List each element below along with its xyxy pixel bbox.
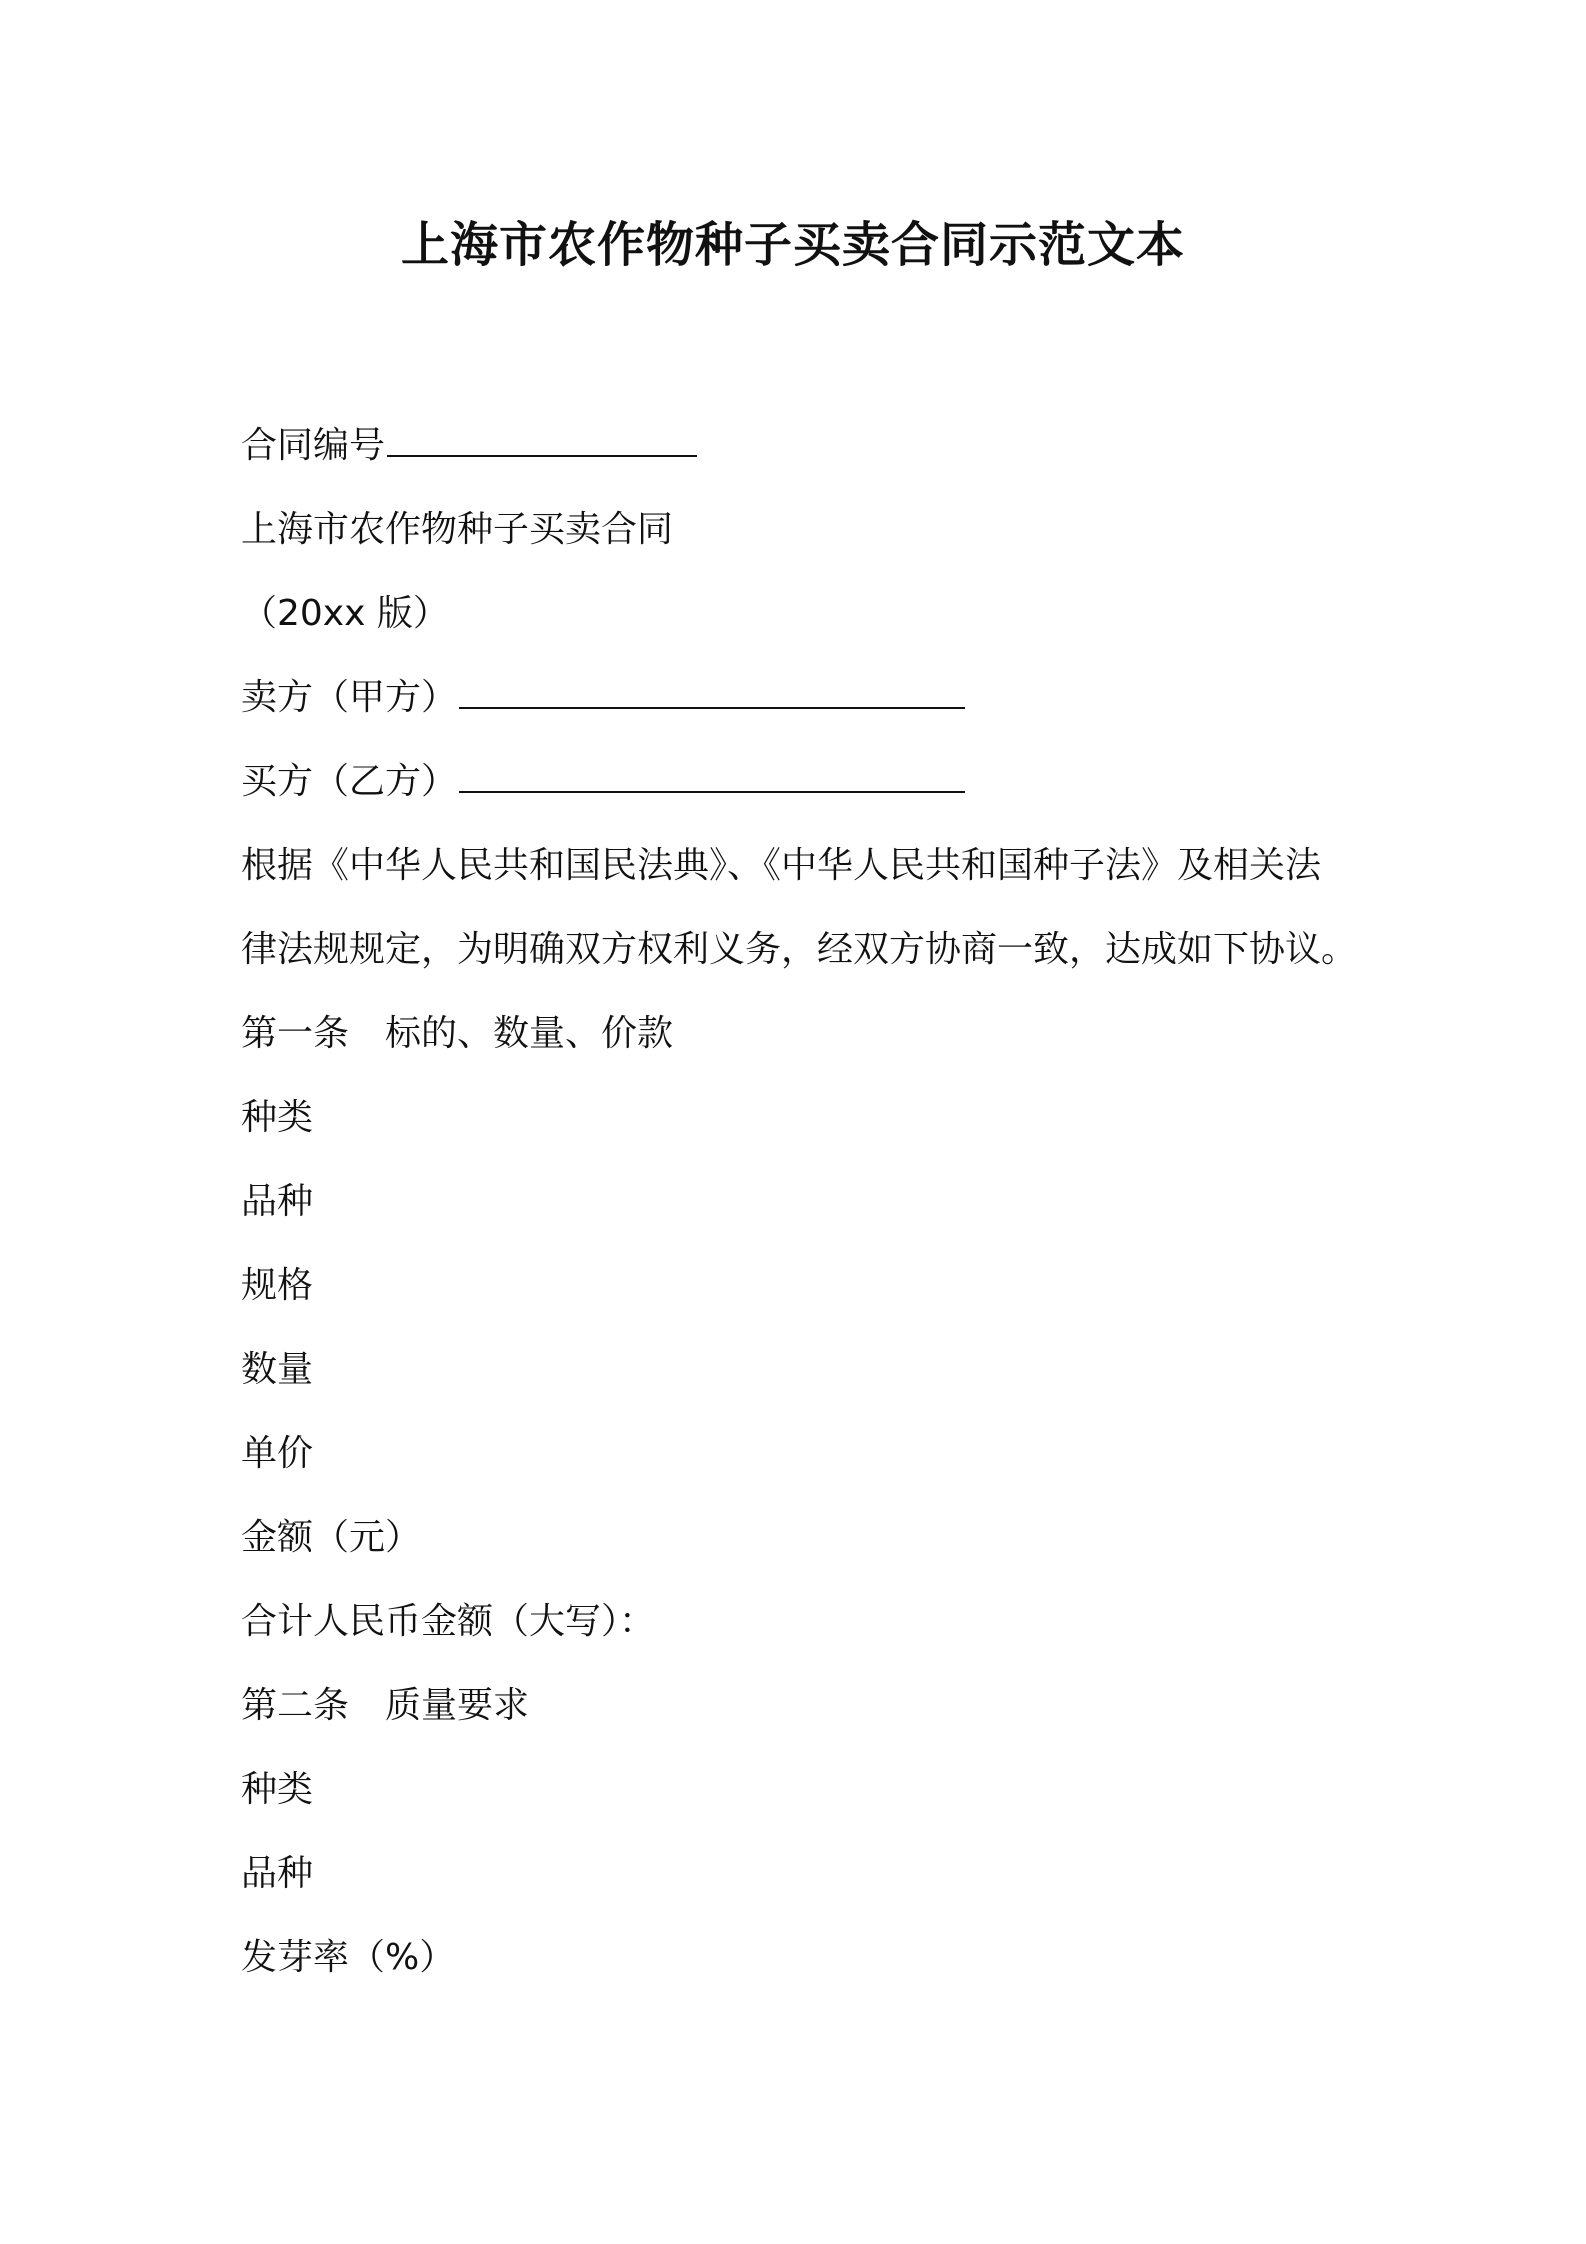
article-2-heading (241, 1664, 1361, 1748)
contract-edition: （20xx 版） (241, 593, 449, 634)
contract-number-blank (387, 419, 697, 457)
article-2-item: 发芽率（%） (241, 1937, 456, 1978)
article-1-item: 品种 (241, 1181, 314, 1222)
contract-name: 上海市农作物种子买卖合同 (241, 509, 674, 550)
article-1-title: 标的、数量、价款 (385, 1013, 674, 1054)
buyer-blank (459, 755, 965, 793)
intro-line-1: 根据《中华人民共和国民法典》、《中华人民共和国种子法》及相关法 (241, 845, 1322, 886)
article-1-item: 规格 (241, 1265, 314, 1306)
article-1-item: 金额（元） (241, 1517, 422, 1558)
article-1-item: 数量 (241, 1349, 314, 1390)
buyer-line (241, 740, 1361, 824)
article-1-heading (241, 992, 1361, 1076)
article-1-item: 单价 (241, 1433, 314, 1474)
article-2-number: 第二条 (241, 1685, 350, 1726)
buyer-label: 买方（乙方） (241, 761, 458, 802)
seller-blank (459, 671, 965, 709)
article-1-total-label: 合计人民币金额（大写）： (241, 1601, 656, 1642)
document-title: 上海市农作物种子买卖合同示范文本 (400, 217, 1185, 273)
seller-label: 卖方（甲方） (241, 677, 458, 718)
seller-line (241, 656, 1361, 740)
article-1-number: 第一条 (241, 1013, 350, 1054)
article-2-item: 种类 (241, 1769, 314, 1810)
contract-number-line (241, 404, 1361, 488)
contract-number-label: 合同编号 (241, 425, 386, 466)
article-1-item: 种类 (241, 1097, 314, 1138)
article-2-title: 质量要求 (385, 1685, 530, 1726)
article-2-item: 品种 (241, 1853, 314, 1894)
document-body (241, 404, 1361, 2000)
intro-line-2: 律法规规定，为明确双方权利义务，经双方协商一致，达成如下协议。 (241, 929, 1358, 970)
